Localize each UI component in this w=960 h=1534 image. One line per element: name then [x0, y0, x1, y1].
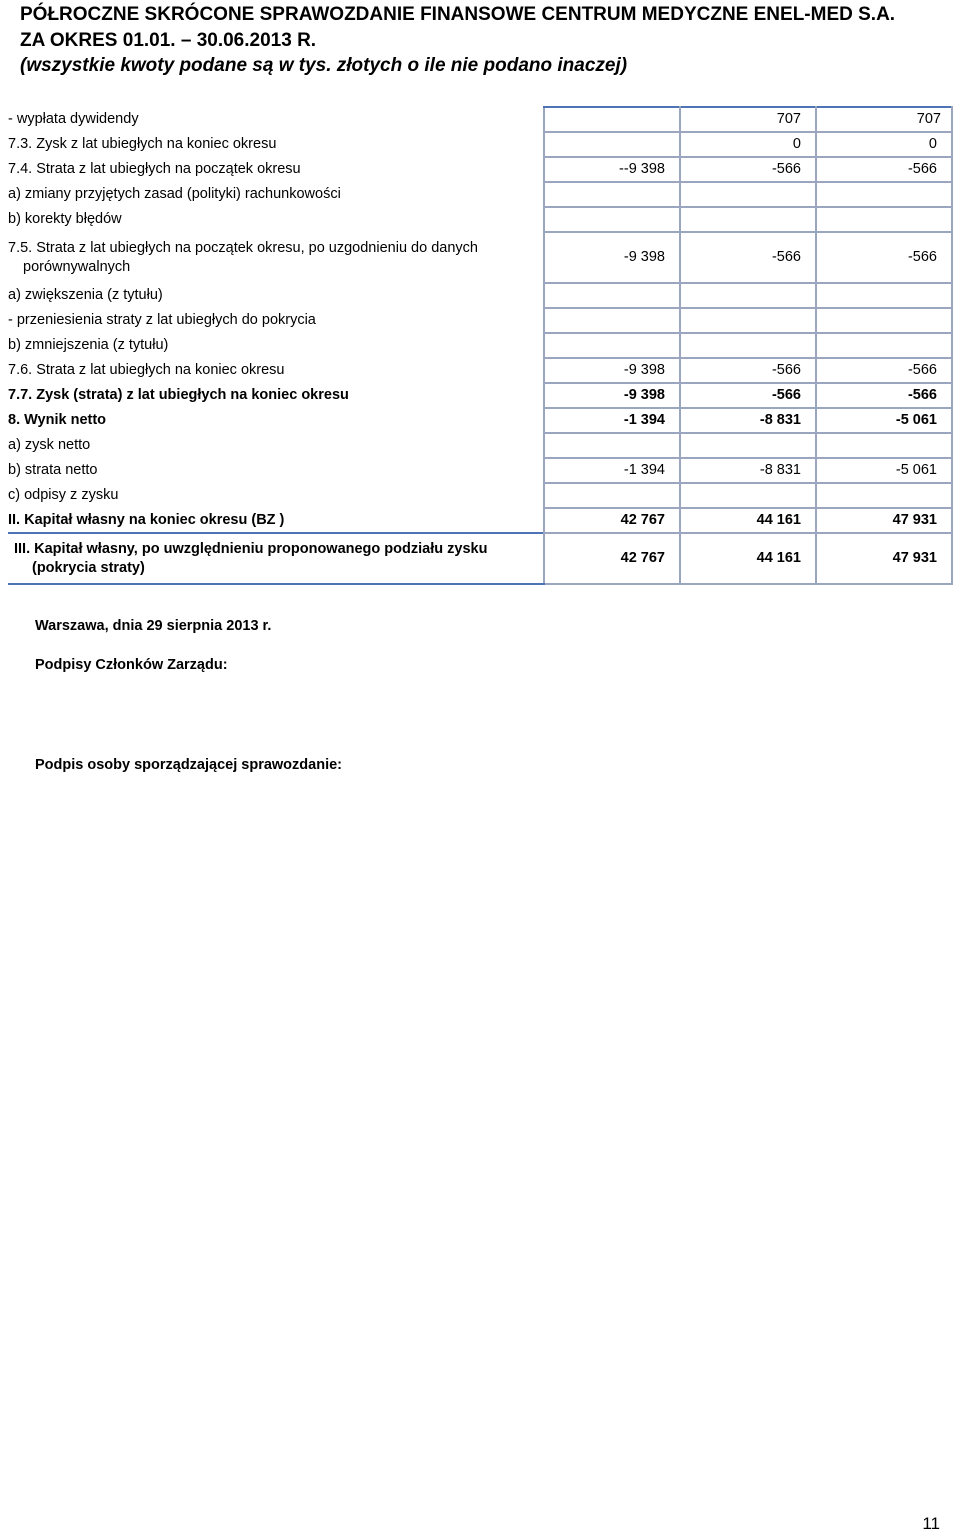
- cell-value-2: -8 831: [680, 408, 816, 433]
- table-row: [8, 408, 952, 433]
- cell-value-1: -1 394: [544, 408, 680, 433]
- cell-value-3: [816, 483, 952, 508]
- cell-value-1: [544, 433, 680, 458]
- cell-value-2: [680, 182, 816, 207]
- cell-value-2: -566: [680, 358, 816, 383]
- cell-value-2: [680, 283, 816, 308]
- table-row: [8, 157, 952, 182]
- row-label: 7.3. Zysk z lat ubiegłych na koniec okresu: [8, 136, 277, 152]
- table-row: [8, 333, 952, 358]
- cell-value-3: 707: [816, 107, 952, 132]
- row-label: a) zmiany przyjętych zasad (polityki) rachunkowości: [8, 186, 341, 202]
- cell-value-1: [544, 107, 680, 132]
- cell-value-1: [544, 207, 680, 232]
- cell-value-1: [544, 182, 680, 207]
- row-label: [8, 533, 544, 584]
- table-row: [8, 433, 952, 458]
- cell-value-1: [544, 132, 680, 157]
- cell-value-1: [544, 483, 680, 508]
- cell-value-3: [816, 182, 952, 207]
- cell-value-3: [816, 308, 952, 333]
- cell-value-2: [680, 207, 816, 232]
- report-period: ZA OKRES 01.01. – 30.06.2013 R.: [20, 29, 317, 51]
- cell-value-3: [816, 433, 952, 458]
- cell-value-1: -9 398: [544, 383, 680, 408]
- cell-value-3: -566: [816, 358, 952, 383]
- cell-value-1: --9 398: [544, 157, 680, 182]
- cell-value-2: [680, 433, 816, 458]
- cell-value-1: [544, 308, 680, 333]
- cell-value-3: -5 061: [816, 458, 952, 483]
- cell-value-2: -566: [680, 157, 816, 182]
- cell-value-2: 707: [680, 107, 816, 132]
- cell-value-1: [544, 333, 680, 358]
- row-label: 8. Wynik netto: [8, 412, 107, 428]
- cell-value-3: 0: [816, 132, 952, 157]
- cell-value-3: -5 061: [816, 408, 952, 433]
- board-signatures-label: Podpisy Członków Zarządu:: [35, 657, 228, 673]
- row-label: b) zmniejszenia (z tytułu): [8, 337, 169, 353]
- cell-value-3: [816, 333, 952, 358]
- row-label-line-1: 7.5. Strata z lat ubiegłych na początek okresu, po uzgodnieniu do danych: [8, 239, 478, 256]
- table-row: [8, 383, 952, 408]
- table-row: [8, 232, 952, 283]
- row-label: II. Kapitał własny na koniec okresu (BZ ): [8, 511, 285, 528]
- row-label: b) strata netto: [8, 462, 98, 478]
- place-date: Warszawa, dnia 29 sierpnia 2013 r.: [35, 618, 272, 634]
- cell-value-2: [680, 483, 816, 508]
- cell-value-3: -566: [816, 157, 952, 182]
- cell-value-1: -1 394: [544, 458, 680, 483]
- equity-changes-table: [8, 106, 953, 585]
- report-currency-note: (wszystkie kwoty podane są w tys. złotych o ile nie podano inaczej): [20, 55, 628, 76]
- cell-value-2: -8 831: [680, 458, 816, 483]
- table-row: [8, 107, 952, 132]
- row-label-line-1: III. Kapitał własny, po uwzględnieniu proponowanego podziału zysku: [14, 540, 488, 557]
- row-label: a) zwiększenia (z tytułu): [8, 287, 163, 303]
- cell-value-2: -566: [680, 232, 816, 283]
- row-label: 7.7. Zysk (strata) z lat ubiegłych na koniec okresu: [8, 387, 349, 403]
- row-label: 7.4. Strata z lat ubiegłych na początek okresu: [8, 161, 301, 177]
- page-number: 11: [922, 1514, 940, 1533]
- row-label: [8, 232, 544, 283]
- cell-value-3: -566: [816, 232, 952, 283]
- table-row: [8, 358, 952, 383]
- cell-value-1: -9 398: [544, 232, 680, 283]
- report-header: [20, 2, 895, 79]
- report-title: PÓŁROCZNE SKRÓCONE SPRAWOZDANIE FINANSOWE CENTRUM MEDYCZNE ENEL-MED S.A.: [20, 4, 896, 25]
- cell-value-2: [680, 333, 816, 358]
- table-row: [8, 283, 952, 308]
- cell-value-3: -566: [816, 383, 952, 408]
- table-row: [8, 533, 952, 584]
- table-row: [8, 207, 952, 232]
- table-row: [8, 308, 952, 333]
- table-row: [8, 458, 952, 483]
- row-label: a) zysk netto: [8, 437, 91, 453]
- cell-value-3: 47 931: [816, 508, 952, 533]
- preparer-signature-label: Podpis osoby sporządzającej sprawozdanie:: [35, 757, 342, 773]
- cell-value-2: [680, 308, 816, 333]
- table-row: [8, 508, 952, 533]
- row-label-line-2: (pokrycia straty): [32, 559, 145, 576]
- cell-value-2: 44 161: [680, 533, 816, 584]
- row-label: b) korekty błędów: [8, 211, 122, 227]
- row-label: 7.6. Strata z lat ubiegłych na koniec okresu: [8, 362, 285, 378]
- cell-value-2: 0: [680, 132, 816, 157]
- row-label: - wypłata dywidendy: [8, 111, 139, 127]
- table-row: [8, 132, 952, 157]
- row-label-line-2: porównywalnych: [23, 258, 131, 275]
- row-label: - przeniesienia straty z lat ubiegłych do pokrycia: [8, 312, 316, 328]
- cell-value-1: 42 767: [544, 508, 680, 533]
- table-row: [8, 182, 952, 207]
- cell-value-1: -9 398: [544, 358, 680, 383]
- cell-value-1: 42 767: [544, 533, 680, 584]
- row-label: c) odpisy z zysku: [8, 487, 119, 503]
- cell-value-2: -566: [680, 383, 816, 408]
- cell-value-3: 47 931: [816, 533, 952, 584]
- cell-value-2: 44 161: [680, 508, 816, 533]
- cell-value-3: [816, 283, 952, 308]
- table-row: [8, 483, 952, 508]
- cell-value-3: [816, 207, 952, 232]
- cell-value-1: [544, 283, 680, 308]
